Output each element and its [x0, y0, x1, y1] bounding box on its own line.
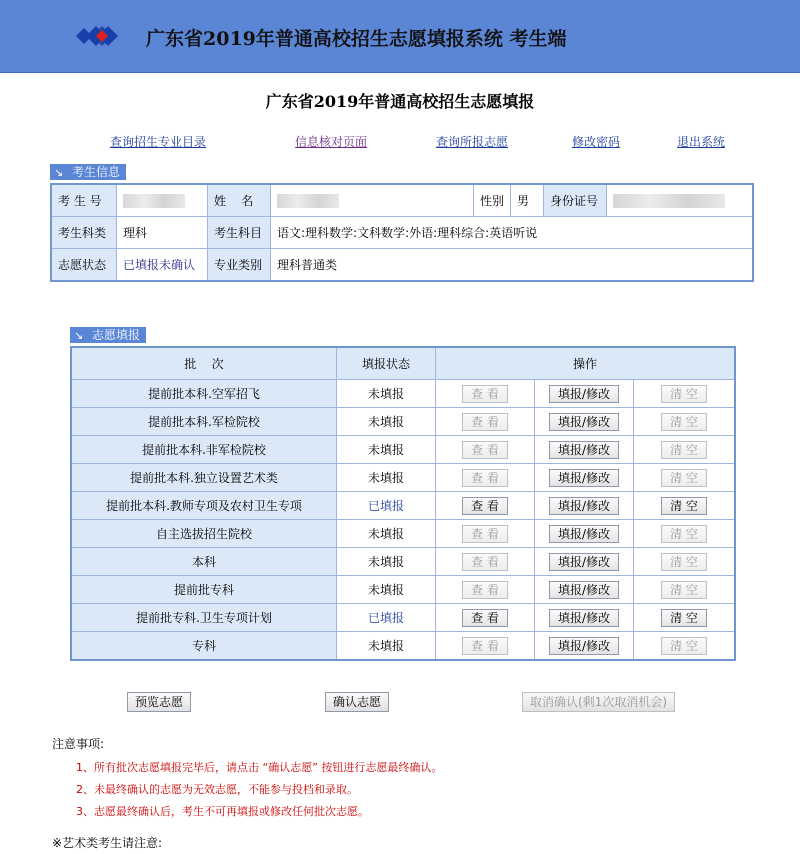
clear-button[interactable]: 清 空: [661, 385, 707, 403]
edit-cell: [535, 492, 634, 520]
id-card-label: 身份证号: [544, 184, 607, 217]
ops-header: 操作: [436, 347, 736, 380]
nav-query-volunteers-link[interactable]: 查询所报志愿: [436, 135, 509, 149]
edit-button[interactable]: 填报/修改: [549, 413, 619, 431]
volunteer-status-value: 已填报未确认: [117, 249, 208, 282]
table-row: [71, 520, 735, 548]
volunteer-status-label: 志愿状态: [51, 249, 117, 282]
batch-name: 提前批本科.军检院校: [71, 408, 337, 436]
table-row: [71, 464, 735, 492]
subjects-value: 语文:理科数学:文科数学:外语:理科综合:英语听说: [271, 217, 754, 249]
name-label: 姓 名: [208, 184, 271, 217]
batch-name: 专科: [71, 632, 337, 661]
id-card-value: [607, 184, 753, 217]
preview-volunteers-button[interactable]: 预览志愿: [127, 692, 191, 712]
edit-cell: [535, 632, 634, 661]
edit-cell: [535, 380, 634, 408]
note-item: 1、所有批次志愿填报完毕后，请点击 “确认志愿” 按钮进行志愿最终确认。: [76, 761, 443, 774]
candidate-info-table: [50, 183, 754, 282]
name-value: [271, 184, 474, 217]
app-title: 广东省2019年普通高校招生志愿填报系统 考生端: [146, 28, 567, 50]
view-cell: [436, 604, 535, 632]
edit-cell: [535, 520, 634, 548]
view-button[interactable]: 查 看: [462, 609, 508, 627]
fill-status: 已填报: [337, 604, 436, 632]
edit-cell: [535, 548, 634, 576]
view-button[interactable]: 查 看: [462, 497, 508, 515]
edit-cell: [535, 576, 634, 604]
batch-name: 本科: [71, 548, 337, 576]
batch-name: 提前批本科.非军检院校: [71, 436, 337, 464]
clear-cell: [634, 436, 736, 464]
clear-button[interactable]: 清 空: [661, 469, 707, 487]
cancel-confirm-button[interactable]: 取消确认(剩1次取消机会): [522, 692, 675, 712]
corner-arrow-icon: ↘: [74, 329, 84, 342]
gender-label: 性别: [474, 184, 511, 217]
table-row: [71, 632, 735, 661]
fill-status: 未填报: [337, 464, 436, 492]
batch-name: 提前批本科.独立设置艺术类: [71, 464, 337, 492]
view-button[interactable]: 查 看: [462, 553, 508, 571]
view-cell: [436, 576, 535, 604]
status-header: 填报状态: [337, 347, 436, 380]
batch-name: 提前批本科.空军招飞: [71, 380, 337, 408]
table-row: [71, 492, 735, 520]
clear-button[interactable]: 清 空: [661, 413, 707, 431]
clear-cell: [634, 464, 736, 492]
clear-cell: [634, 548, 736, 576]
view-button[interactable]: 查 看: [462, 525, 508, 543]
clear-button[interactable]: 清 空: [661, 609, 707, 627]
subjects-label: 考生科目: [208, 217, 271, 249]
redacted-id-card: [613, 194, 725, 208]
edit-button[interactable]: 填报/修改: [549, 525, 619, 543]
fill-status: 未填报: [337, 632, 436, 661]
view-button[interactable]: 查 看: [462, 413, 508, 431]
fill-status: 未填报: [337, 408, 436, 436]
fill-status: 未填报: [337, 548, 436, 576]
confirm-volunteers-button[interactable]: 确认志愿: [325, 692, 389, 712]
art-notes-title: ※艺术类考生请注意:: [52, 836, 163, 850]
edit-cell: [535, 464, 634, 492]
table-row: [71, 548, 735, 576]
view-cell: [436, 492, 535, 520]
edit-cell: [535, 604, 634, 632]
view-button[interactable]: 查 看: [462, 441, 508, 459]
view-cell: [436, 408, 535, 436]
edit-button[interactable]: 填报/修改: [549, 385, 619, 403]
volunteer-section-tab: ↘ 志愿填报: [70, 327, 146, 343]
edit-button[interactable]: 填报/修改: [549, 609, 619, 627]
edit-button[interactable]: 填报/修改: [549, 469, 619, 487]
view-cell: [436, 380, 535, 408]
edit-button[interactable]: 填报/修改: [549, 553, 619, 571]
clear-cell: [634, 520, 736, 548]
view-button[interactable]: 查 看: [462, 637, 508, 655]
exam-no-value: [117, 184, 208, 217]
edit-button[interactable]: 填报/修改: [549, 581, 619, 599]
clear-cell: [634, 632, 736, 661]
clear-button[interactable]: 清 空: [661, 525, 707, 543]
edit-button[interactable]: 填报/修改: [549, 441, 619, 459]
clear-button[interactable]: 清 空: [661, 637, 707, 655]
nav-info-check-link[interactable]: 信息核对页面: [295, 135, 368, 149]
table-row: [71, 604, 735, 632]
batch-header: 批 次: [71, 347, 337, 380]
clear-cell: [634, 604, 736, 632]
view-cell: [436, 548, 535, 576]
redacted-exam-no: [123, 194, 185, 208]
clear-button[interactable]: 清 空: [661, 497, 707, 515]
nav-logout-link[interactable]: 退出系统: [677, 135, 726, 149]
view-cell: [436, 632, 535, 661]
volunteer-table: [70, 346, 736, 661]
batch-name: 提前批专科: [71, 576, 337, 604]
edit-cell: [535, 408, 634, 436]
table-row: [71, 576, 735, 604]
major-type-value: 理科普通类: [271, 249, 754, 282]
clear-button[interactable]: 清 空: [661, 581, 707, 599]
info-section-tab: ↘ 考生信息: [50, 164, 126, 180]
page-title: 广东省2019年普通高校招生志愿填报: [265, 92, 535, 111]
view-cell: [436, 520, 535, 548]
edit-button[interactable]: 填报/修改: [549, 497, 619, 515]
nav-change-password-link[interactable]: 修改密码: [572, 135, 621, 149]
fill-status: 未填报: [337, 520, 436, 548]
table-row: [71, 408, 735, 436]
note-item: 2、未最终确认的志愿为无效志愿，不能参与投档和录取。: [76, 783, 358, 796]
note-item: 3、志愿最终确认后，考生不可再填报或修改任何批次志愿。: [76, 805, 369, 818]
clear-cell: [634, 492, 736, 520]
batch-name: 自主选拔招生院校: [71, 520, 337, 548]
view-button[interactable]: 查 看: [462, 469, 508, 487]
clear-cell: [634, 380, 736, 408]
exam-no-label: 考 生 号: [51, 184, 117, 217]
edit-button[interactable]: 填报/修改: [549, 637, 619, 655]
clear-cell: [634, 576, 736, 604]
clear-button[interactable]: 清 空: [661, 553, 707, 571]
clear-button[interactable]: 清 空: [661, 441, 707, 459]
gender-value: 男: [511, 184, 544, 217]
fill-status: 未填报: [337, 436, 436, 464]
fill-status: 未填报: [337, 380, 436, 408]
corner-arrow-icon: ↘: [54, 166, 64, 179]
view-button[interactable]: 查 看: [462, 581, 508, 599]
category-value: 理科: [117, 217, 208, 249]
batch-name: 提前批本科.教师专项及农村卫生专项: [71, 492, 337, 520]
view-cell: [436, 436, 535, 464]
view-button[interactable]: 查 看: [462, 385, 508, 403]
fill-status: 已填报: [337, 492, 436, 520]
table-row: [71, 436, 735, 464]
batch-name: 提前批专科.卫生专项计划: [71, 604, 337, 632]
app-header: [0, 0, 800, 73]
edit-cell: [535, 436, 634, 464]
table-row: [71, 380, 735, 408]
clear-cell: [634, 408, 736, 436]
category-label: 考生科类: [51, 217, 117, 249]
redacted-name: [277, 194, 339, 208]
logo-icon: [74, 14, 124, 58]
nav-query-majors-link[interactable]: 查询招生专业目录: [110, 135, 207, 149]
view-cell: [436, 464, 535, 492]
notes-title: 注意事项:: [52, 737, 105, 751]
major-type-label: 专业类别: [208, 249, 271, 282]
fill-status: 未填报: [337, 576, 436, 604]
